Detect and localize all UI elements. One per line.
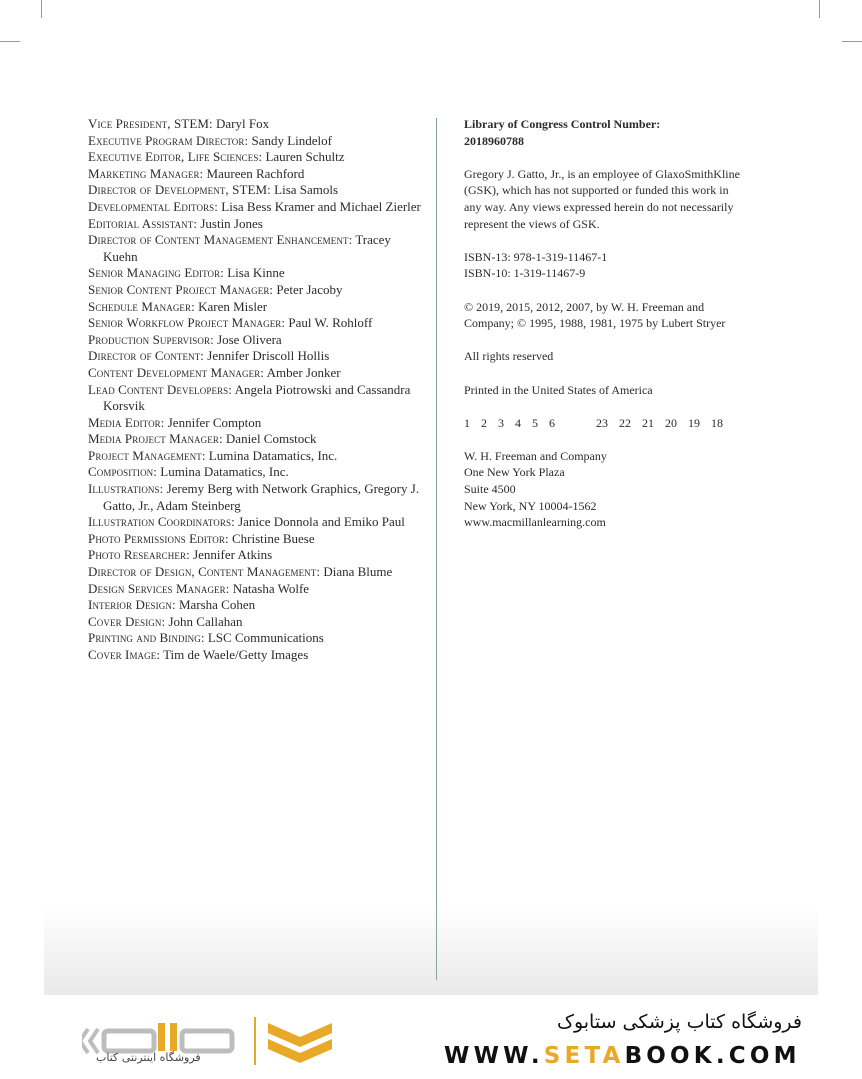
credit-role: Director of Design, Content Management: <box>88 564 321 580</box>
copyright-line: © 2019, 2015, 2012, 2007, by W. H. Freeman and Company; © 1995, 1988, 1981, 1975 by Lubert Stryer <box>464 299 726 331</box>
credit-entry <box>88 182 428 199</box>
print-line <box>464 415 804 432</box>
credit-names: Jose Olivera <box>217 331 282 347</box>
credit-entry <box>88 382 428 415</box>
credit-role: Production Supervisor: <box>88 331 214 347</box>
credit-names: Tim de Waele/Getty Images <box>163 647 309 662</box>
credit-role: Senior Content Project Manager: <box>88 281 274 297</box>
isbn-10: ISBN-10: 1-319-11467-9 <box>464 266 586 281</box>
credit-role: Illustration Coordinators: <box>88 514 235 530</box>
credit-entry <box>88 630 428 647</box>
copyright-column <box>464 116 804 547</box>
print-number: 5 <box>532 415 538 430</box>
credit-entry <box>88 315 428 332</box>
credit-names: LSC Communications <box>207 630 324 646</box>
rights: All rights reserved <box>464 349 554 364</box>
credit-role: Director of Content Management Enhancement: <box>88 232 353 248</box>
crop-mark <box>41 0 42 18</box>
credit-entry <box>88 647 428 664</box>
print-year: 20 <box>665 415 677 430</box>
print-number: 2 <box>481 415 487 430</box>
credit-names: Peter Jacoby <box>276 281 343 297</box>
print-year: 19 <box>688 415 700 430</box>
credit-entry <box>88 415 428 432</box>
credit-names: Angela Piotrowski and Cassandra Korsvik <box>103 381 411 414</box>
credit-role: Composition: <box>88 464 157 480</box>
credit-role: Media Project Manager: <box>88 431 223 447</box>
credit-role: Design Services Manager: <box>88 580 230 596</box>
credit-entry <box>88 547 428 564</box>
lccn-number: 2018960788 <box>464 133 524 148</box>
credit-entry <box>88 514 428 531</box>
credit-entry <box>88 581 428 598</box>
print-year: 23 <box>596 415 608 430</box>
credit-names: Amber Jonker <box>266 364 341 380</box>
credit-names: Lisa Kinne <box>227 265 285 281</box>
printed-in: Printed in the United States of America <box>464 382 653 397</box>
isbn-block <box>464 249 804 282</box>
credit-names: Diana Blume <box>323 564 393 580</box>
isbn-13: ISBN-13: 978-1-319-11467-1 <box>464 249 608 264</box>
credit-role: Photo Permissions Editor: <box>88 530 229 546</box>
credit-names: Daniel Comstock <box>225 431 317 447</box>
print-number: 1 <box>464 415 470 430</box>
website-prefix: WWW. <box>444 1043 544 1069</box>
credit-names: Tracey Kuehn <box>103 232 391 264</box>
credit-entry <box>88 299 428 316</box>
credit-role: Vice President, STEM: <box>88 116 213 131</box>
store-footer <box>0 995 862 1079</box>
website-suffix: BOOK.COM <box>624 1043 801 1069</box>
credit-role: Cover Image: <box>88 647 161 662</box>
credit-names: Lumina Datamatics, Inc. <box>208 447 338 463</box>
credit-role: Project Management: <box>88 447 206 463</box>
credit-names: Jeremy Berg with Network Graphics, Gregory J. Gatto, Jr., Adam Steinberg <box>103 481 420 513</box>
credit-entry <box>88 265 428 282</box>
credit-entry <box>88 597 428 614</box>
credit-role: Media Editor: <box>88 414 165 430</box>
credit-role: Senior Workflow Project Manager: <box>88 315 286 331</box>
print-line-gap <box>566 415 596 432</box>
credit-entry <box>88 614 428 631</box>
credit-entry <box>88 116 428 133</box>
credit-names: Jennifer Compton <box>167 414 262 430</box>
credit-role: Content Development Manager: <box>88 364 265 380</box>
store-website-link[interactable] <box>444 1043 801 1069</box>
credit-role: Cover Design: <box>88 613 166 629</box>
publisher-line: One New York Plaza <box>464 465 565 480</box>
credit-names: Lumina Datamatics, Inc. <box>160 464 289 480</box>
credit-entry <box>88 448 428 465</box>
publisher-website[interactable]: www.macmillanlearning.com <box>464 515 606 530</box>
credit-names: Marsha Cohen <box>178 597 256 613</box>
credit-names: Maureen Rachford <box>206 165 305 181</box>
website-highlight: SETA <box>543 1043 625 1069</box>
credit-entry <box>88 464 428 481</box>
credit-names: Janice Donnola and Emiko Paul <box>238 514 405 530</box>
credit-entry <box>88 348 428 365</box>
column-divider <box>436 118 437 980</box>
credit-names: Jennifer Driscoll Hollis <box>207 348 330 364</box>
credit-names: Natasha Wolfe <box>232 580 310 596</box>
credit-names: Justin Jones <box>200 215 263 231</box>
publisher-line: W. H. Freeman and Company <box>464 448 607 463</box>
credit-role: Executive Program Director: <box>88 132 249 148</box>
lccn-label: Library of Congress Control Number: <box>464 117 661 131</box>
credit-entry <box>88 149 428 166</box>
publisher-line: New York, NY 10004-1562 <box>464 498 597 513</box>
credit-role: Marketing Manager: <box>88 165 204 181</box>
disclaimer: Gregory J. Gatto, Jr., is an employee of GlaxoSmithKline (GSK), which has not supported or funded this work in any way. Any views expressed herein do not necessarily represent the views of GSK. <box>464 166 740 231</box>
credit-role: Interior Design: <box>88 597 176 613</box>
credit-entry <box>88 481 428 514</box>
credit-role: Director of Development, STEM: <box>88 182 271 198</box>
credit-role: Illustrations: <box>88 481 164 497</box>
crop-mark <box>842 41 862 42</box>
print-number: 4 <box>515 415 521 430</box>
credit-entry <box>88 431 428 448</box>
credit-names: John Callahan <box>168 613 243 629</box>
publisher-line: Suite 4500 <box>464 482 516 497</box>
credits-column <box>88 116 428 664</box>
print-number: 3 <box>498 415 504 430</box>
credit-role: Printing and Binding: <box>88 630 205 646</box>
credit-names: Lauren Schultz <box>265 149 345 165</box>
store-name: فروشگاه کتاب پزشکی ستابوک <box>556 1011 802 1033</box>
credit-entry <box>88 216 428 233</box>
credit-entry <box>88 531 428 548</box>
publisher-address <box>464 448 804 531</box>
credit-entry <box>88 332 428 349</box>
credit-names: Karen Misler <box>198 298 268 314</box>
credit-role: Editorial Assistant: <box>88 215 198 231</box>
credit-names: Jennifer Atkins <box>193 547 273 563</box>
print-year: 21 <box>642 415 654 430</box>
credit-role: Executive Editor, Life Sciences: <box>88 149 263 165</box>
print-number: 6 <box>549 415 555 430</box>
credit-names: Lisa Bess Kramer and Michael Zierler <box>221 198 421 214</box>
credit-role: Lead Content Developers: <box>88 381 233 397</box>
logo-subtitle: فروشگاه اینترنتی کتاب <box>96 1051 201 1064</box>
credit-names: Christine Buese <box>231 530 315 546</box>
credit-role: Photo Researcher: <box>88 547 190 563</box>
credit-entry <box>88 564 428 581</box>
page-bottom-shadow <box>44 905 818 995</box>
credit-names: Lisa Samols <box>274 182 339 198</box>
credit-entry <box>88 282 428 299</box>
crop-mark <box>0 41 20 42</box>
credit-names: Sandy Lindelof <box>251 132 332 148</box>
print-year: 18 <box>711 415 723 430</box>
lccn-block <box>464 116 804 149</box>
credit-names: Paul W. Rohloff <box>288 315 373 331</box>
logo-divider <box>254 1017 256 1065</box>
credit-role: Developmental Editors: <box>88 198 219 214</box>
credit-role: Schedule Manager: <box>88 298 195 314</box>
credit-entry <box>88 166 428 183</box>
print-year: 22 <box>619 415 631 430</box>
credit-names: Daryl Fox <box>216 116 270 131</box>
credit-role: Senior Managing Editor: <box>88 265 224 281</box>
credit-role: Director of Content: <box>88 348 205 364</box>
credit-entry <box>88 232 428 265</box>
credit-entry <box>88 133 428 150</box>
crop-mark <box>819 0 820 18</box>
credit-entry <box>88 199 428 216</box>
credit-entry <box>88 365 428 382</box>
